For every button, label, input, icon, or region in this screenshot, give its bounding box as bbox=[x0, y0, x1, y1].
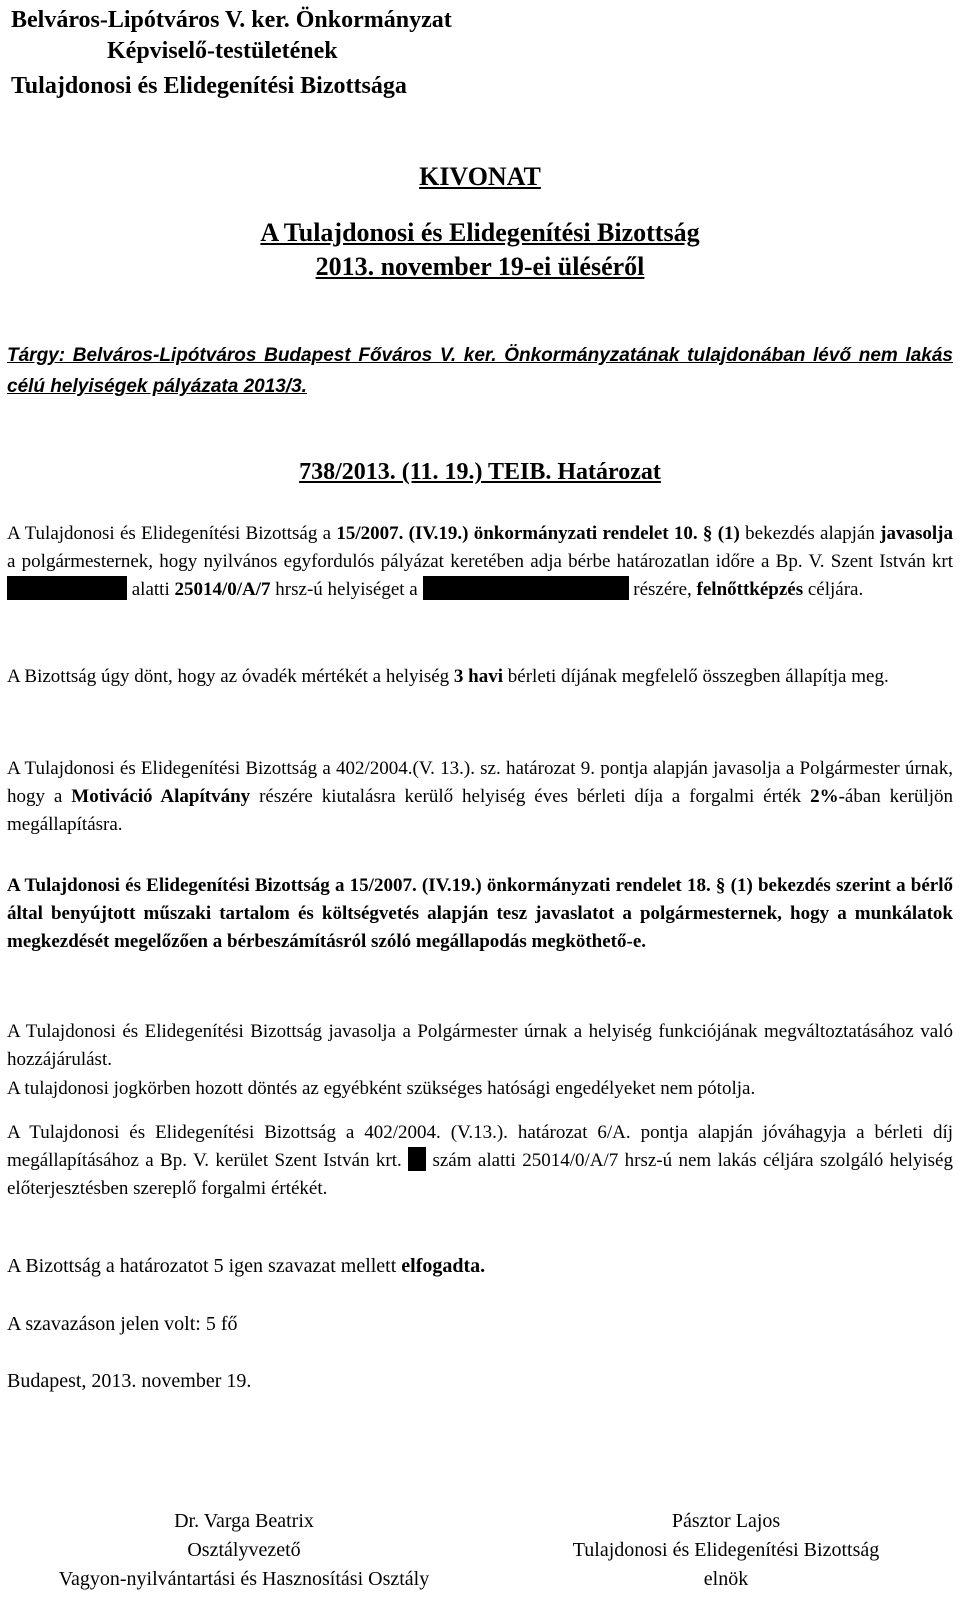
signatory-name: Dr. Varga Beatrix bbox=[174, 1510, 314, 1532]
signatory-title: elnök bbox=[703, 1568, 749, 1590]
attendance: A szavazáson jelen volt: 5 fő bbox=[7, 1313, 238, 1335]
subject-line: Tárgy: Belváros-Lipótváros Budapest Főváros V. ker. Önkormányzatának tulajdonában lévő nem lakás célú helyiségek pályázata 2013/3. bbox=[7, 345, 953, 397]
signatory-role: Osztályvezető bbox=[187, 1539, 301, 1561]
redaction-block bbox=[423, 576, 629, 600]
redaction-block bbox=[408, 1147, 426, 1171]
resolution-number: 738/2013. (11. 19.) TEIB. Határozat bbox=[299, 459, 661, 485]
signature-left bbox=[0, 1507, 488, 1594]
signatory-role: Tulajdonosi és Elidegenítési Bizottság bbox=[572, 1539, 880, 1561]
signatory-department: Vagyon-nyilvántartási és Hasznosítási Osztály bbox=[58, 1568, 430, 1590]
signature-right bbox=[506, 1507, 946, 1594]
redaction-block bbox=[7, 576, 127, 600]
document-title: KIVONAT bbox=[419, 162, 541, 191]
vote-result: A Bizottság a határozatot 5 igen szavazat mellett elfogadta. bbox=[7, 1255, 486, 1277]
document-subtitle-2: 2013. november 19-ei üléséről bbox=[315, 252, 645, 281]
document-subtitle-1: A Tulajdonosi és Elidegenítési Bizottság bbox=[260, 218, 700, 247]
paragraph-3: A Tulajdonosi és Elidegenítési Bizottság a 402/2004.(V. 13.). sz. határozat 9. pontja alapján javasolja a Polgármester úrnak, hogy a Motiváció Alapítvány részére kiutalásra kerülő helyiség éves bérleti díja a forgalmi érték 2%-ában kerüljön megállapításra. bbox=[7, 758, 953, 835]
signatory-name: Pásztor Lajos bbox=[671, 1510, 781, 1532]
paragraph-1: A Tulajdonosi és Elidegenítési Bizottság a 15/2007. (IV.19.) önkormányzati rendelet 10. § (1) bekezdés alapján javasolja a polgármesternek, hogy nyilvános egyfordulós pályázat keretében adja bérbe határozatlan időre a Bp. V. Szent István krt alatti 25014/0/A/7 hrsz-ú helyiséget a részére, felnőttképzés céljára. bbox=[7, 523, 953, 600]
place-date: Budapest, 2013. november 19. bbox=[7, 1370, 252, 1392]
header-line-1: Belváros-Lipótváros V. ker. Önkormányzat bbox=[11, 7, 452, 33]
header-line-2: Képviselő-testületének bbox=[107, 38, 338, 64]
paragraph-4: A Tulajdonosi és Elidegenítési Bizottság a 15/2007. (IV.19.) önkormányzati rendelet 18. § (1) bekezdés szerint a bérlő által benyújtott műszaki tartalom és költségvetés alapján tesz javaslatot a polgármesternek, hogy a munkálatok megkezdését megelőzően a bérbeszámításról szóló megállapodás megköthető-e. bbox=[7, 875, 953, 952]
header-line-3: Tulajdonosi és Elidegenítési Bizottsága bbox=[11, 73, 407, 99]
paragraph-2: A Bizottság úgy dönt, hogy az óvadék mértékét a helyiség 3 havi bérleti díjának megfelelő összegben állapítja meg. bbox=[7, 666, 889, 687]
paragraph-7: A Tulajdonosi és Elidegenítési Bizottság a 402/2004. (V.13.). határozat 6/A. pontja alapján jóváhagyja a bérleti díj megállapításához a Bp. V. kerület Szent István krt. szám alatti 25014/0/A/7 hrsz-ú nem lakás céljára szolgáló helyiség előterjesztésben szereplő forgalmi értékét. bbox=[7, 1122, 953, 1199]
paragraph-6: A tulajdonosi jogkörben hozott döntés az egyébként szükséges hatósági engedélyeket nem pótolja. bbox=[7, 1078, 756, 1099]
paragraph-5: A Tulajdonosi és Elidegenítési Bizottság javasolja a Polgármester úrnak a helyiség funkciójának megváltoztatásához való hozzájárulást. bbox=[7, 1021, 953, 1070]
